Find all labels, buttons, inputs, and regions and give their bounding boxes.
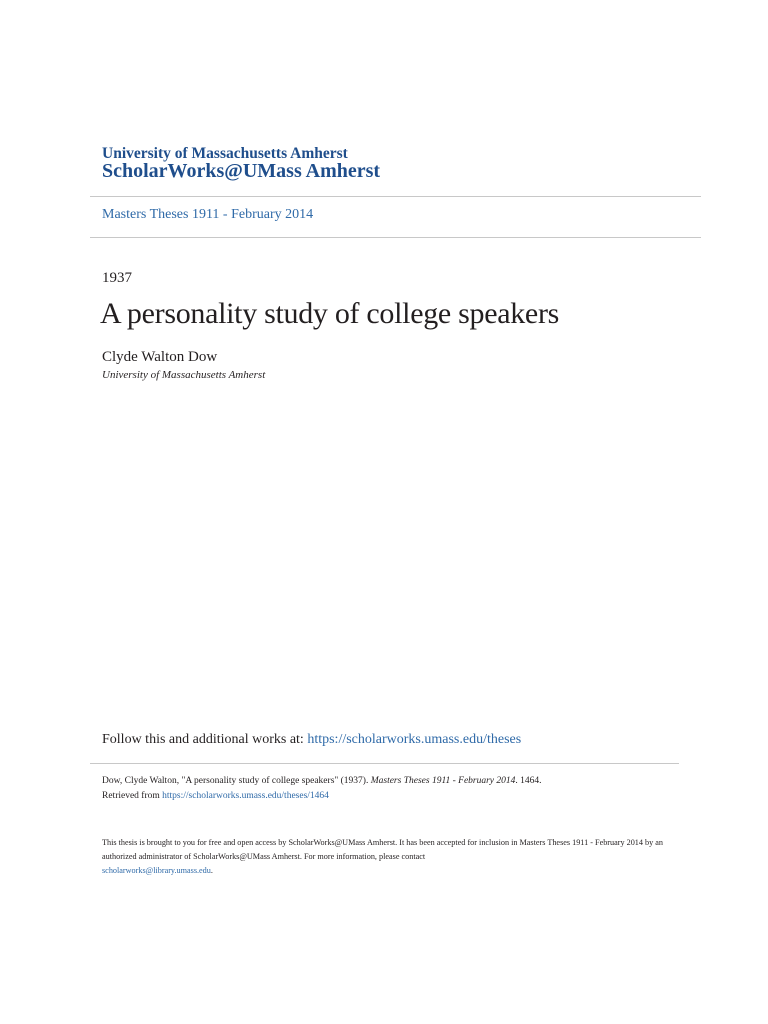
citation-series: Masters Theses 1911 - February 2014 (370, 776, 516, 786)
follow-url-link[interactable]: https://scholarworks.umass.edu/theses (307, 732, 522, 747)
citation-number: . 1464. (515, 776, 542, 786)
institution-name: University of Massachusetts Amherst (102, 145, 348, 162)
contact-email-link[interactable]: scholarworks@library.umass.edu (102, 866, 211, 875)
notice-end: . (210, 866, 213, 875)
document-title: A personality study of college speakers (100, 297, 560, 330)
author-name: Clyde Walton Dow (102, 349, 218, 365)
publication-year: 1937 (102, 270, 132, 286)
retrieved-prefix: Retrieved from (102, 791, 163, 801)
access-notice (102, 836, 682, 878)
citation-block (102, 774, 682, 804)
header-divider-bottom (90, 237, 701, 238)
follow-line (102, 732, 521, 748)
retrieved-url-link[interactable]: https://scholarworks.umass.edu/theses/1464 (162, 791, 329, 801)
citation-text: Dow, Clyde Walton, "A personality study of college speakers" (1937). (102, 776, 371, 786)
collection-link[interactable]: Masters Theses 1911 - February 2014 (102, 207, 314, 222)
citation-divider (90, 763, 679, 764)
repository-name[interactable]: ScholarWorks@UMass Amherst (102, 160, 381, 182)
header-divider-top (90, 196, 701, 197)
notice-text: This thesis is brought to you for free and open access by ScholarWorks@UMass Amherst. It has been accepted for inclusion in Masters Theses 1911 - February 2014 by an authorized administrator of ScholarWorks@UMass Amherst. For more information, please contact (102, 838, 664, 861)
author-affiliation: University of Massachusetts Amherst (102, 369, 266, 381)
follow-prefix: Follow this and additional works at: (102, 732, 308, 747)
